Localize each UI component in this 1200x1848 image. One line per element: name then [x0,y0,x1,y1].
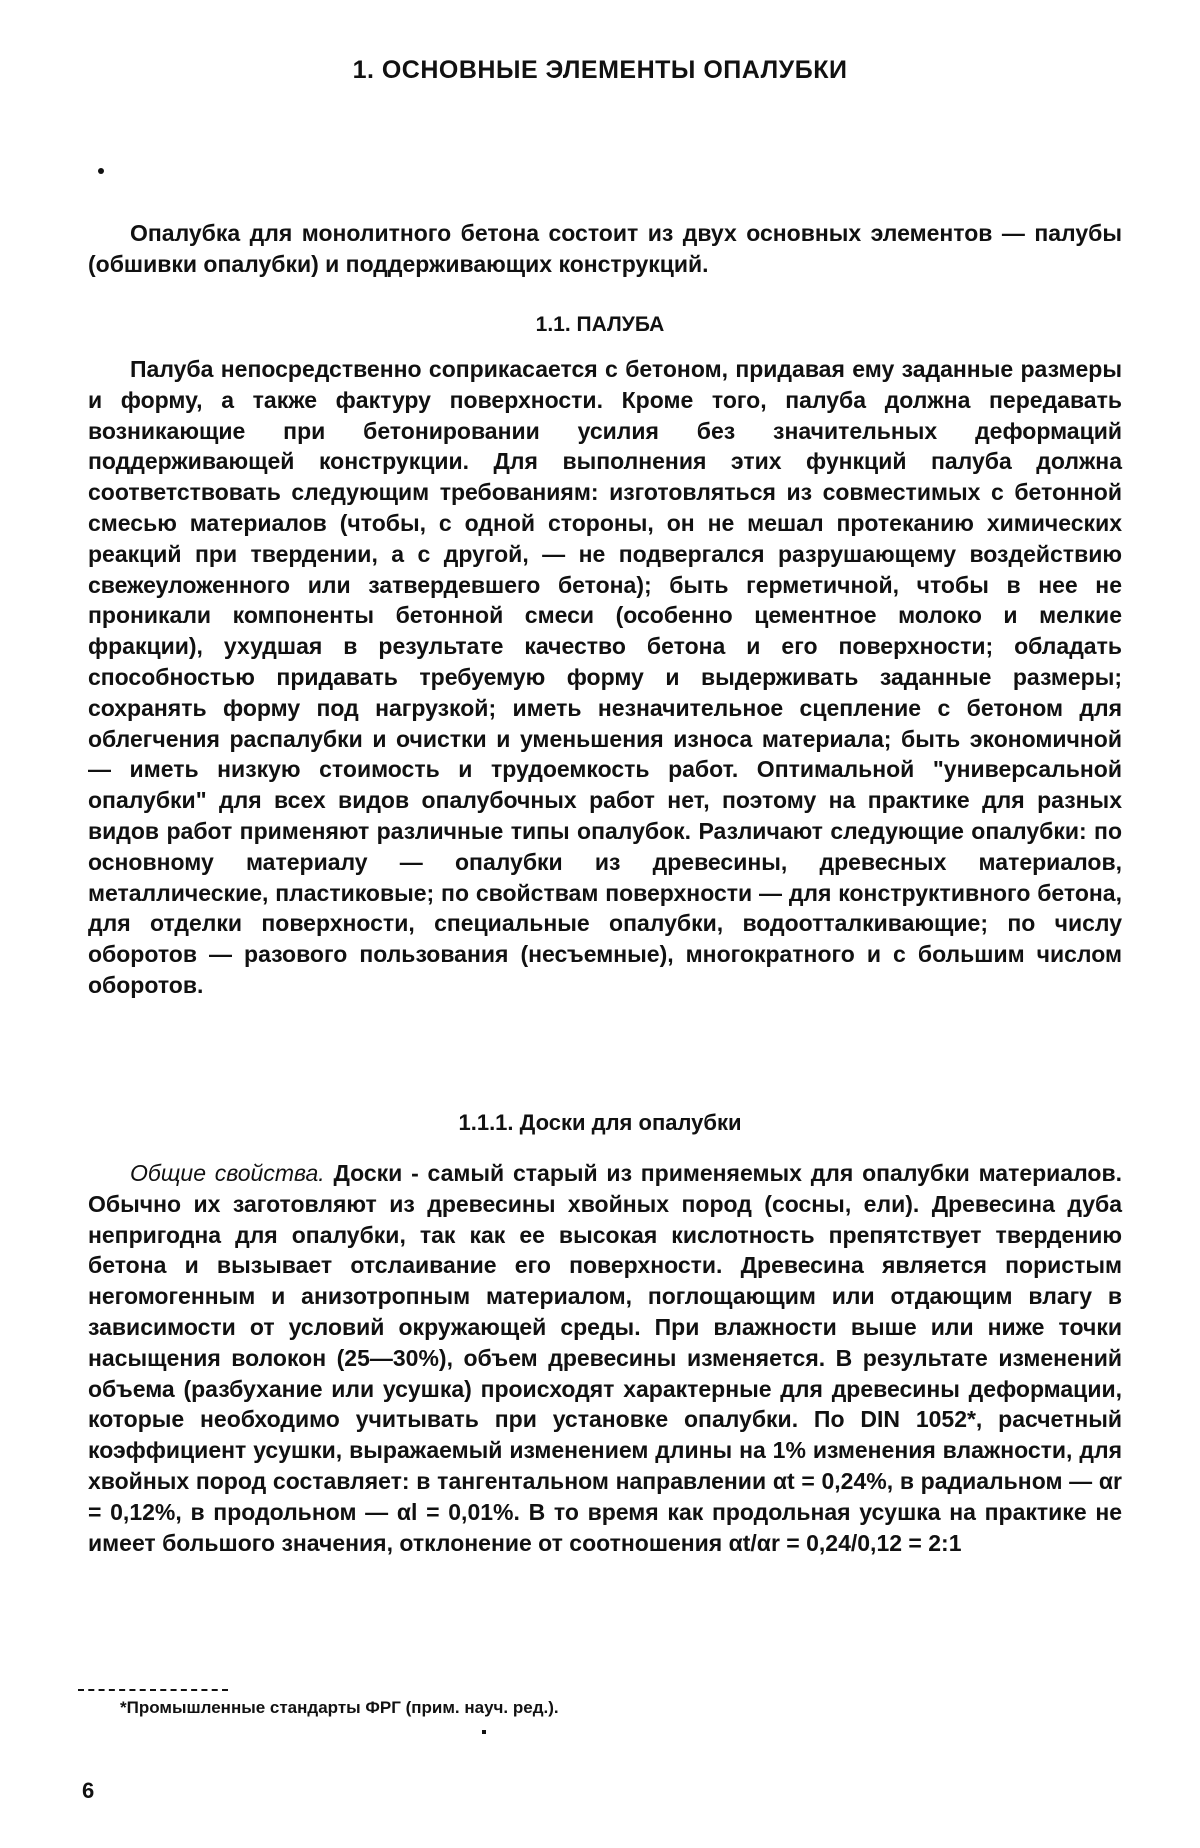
page-number: 6 [82,1778,95,1803]
boards-body: Доски - самый старый из применяемых для опалубки материалов. Обычно их заготовляют из древесины хвойных пород (сосны, ели). Древесина дуба непригодна для опалубки, так как ее высокая кислотность препятствует твердению бетона и вызывает отслаивание его поверхности. Древесина является пористым негомогенным и анизотропным материалом, поглощающим или отдающим влагу в зависимости от условий окружающей среды. При влажности выше или ниже точки насыщения волокон (25—30%), объем древесины изменяется. В результате изменений объема (разбухание или усушка) происходят характерные для древесины деформации, которые необходимо учитывать при установке опалубки. По DIN 1052*, расчетный коэффициент усушки, выражаемый изменением длины на 1% изменения влажности, для хвойных пород составляет: в тангентальном направлении αt = 0,24%, в радиальном — αr = 0,12%, в продольном — αl = 0,01%. В то время как продольная усушка на практике не имеет большого значения, отклонение от соотношения αt/αr = 0,24/0,12 = 2:1 [88,1160,1122,1556]
chapter-title: 1. ОСНОВНЫЕ ЭЛЕМЕНТЫ ОПАЛУБКИ [352,56,848,84]
section-heading: 1.1. ПАЛУБА [535,313,665,336]
intro-text: Опалубка для монолитного бетона состоит из двух основных элементов — палубы (обшивки опалубки) и поддерживающих конструкций. [88,220,1122,277]
print-speck [98,168,104,174]
boards-lead: Общие свойства. [130,1160,325,1186]
intro-paragraph [88,218,1122,280]
footnote-divider [78,1689,228,1691]
subsection-heading: 1.1.1. Доски для опалубки [458,1110,742,1135]
palub-text: Палуба непосредственно соприкасается с бетоном, придавая ему заданные размеры и форму, а также фактуру поверхности. Кроме того, палуба должна передавать возникающие при бетонировании усилия без значительных деформаций поддерживающей конструкции. Для выполнения этих функций палуба должна соответствовать следующим требованиям: изготовляться из совместимых с бетонной смесью материалов (чтобы, с одной стороны, он не мешал протеканию химических реакций при твердении, а с другой, — не подвергался разрушающему воздействию свежеуложенного или затвердевшего бетона); быть герметичной, чтобы в нее не проникали компоненты бетонной смеси (особенно цементное молоко и мелкие фракции), ухудшая в результате качество бетона и его поверхности; обладать способностью придавать требуемую форму и выдерживать заданные размеры; сохранять форму под нагрузкой; иметь незначительное сцепление с бетоном для облегчения распалубки и очистки и уменьшения износа материала; быть экономичной — иметь низкую стоимость и трудоемкость работ. Оптимальной "универсальной опалубки" для всех видов опалубочных работ нет, поэтому на практике для разных видов работ применяют различные типы опалубок. Различают следующие опалубки: по основному материалу — опалубки из древесины, древесных материалов, металлические, пластиковые; по свойствам поверхности — для конструктивного бетона, для отделки поверхности, специальные опалубки, водоотталкивающие; по числу оборотов — разового пользования (несъемные), многократного и с большим числом оборотов. [88,356,1122,998]
footnote: *Промышленные стандарты ФРГ (прим. науч. ред.). [120,1698,559,1717]
palub-paragraph [88,354,1122,1001]
boards-text [88,1158,1122,1558]
print-speck [482,1730,486,1734]
boards-paragraph [88,1158,1122,1558]
